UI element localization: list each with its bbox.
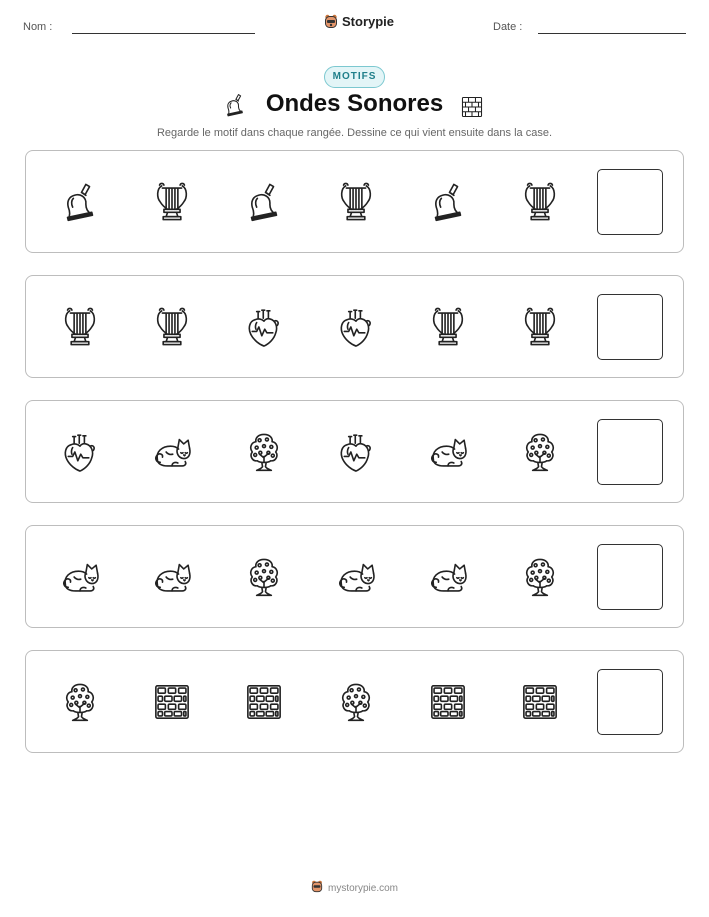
answer-box[interactable] <box>597 669 663 735</box>
date-label: Date : <box>493 21 523 33</box>
answer-box[interactable] <box>597 544 663 610</box>
storypie-logo-icon <box>324 14 338 29</box>
instructions: Regarde le motif dans chaque rangée. Dessine ce qui vient ensuite dans la case. <box>156 127 553 139</box>
anatomical-heart-icon <box>242 305 286 349</box>
bell-icon <box>58 180 102 224</box>
sleeping-cat-icon <box>150 555 194 599</box>
lyre-icon <box>58 305 102 349</box>
anatomical-heart-icon <box>58 430 102 474</box>
answer-box[interactable] <box>597 419 663 485</box>
footer <box>0 880 709 896</box>
pattern-row-2 <box>25 275 684 378</box>
pattern-row-5 <box>25 650 684 753</box>
brand-name: Storypie <box>342 14 395 29</box>
tree-icon <box>334 680 378 724</box>
lyre-icon <box>426 305 470 349</box>
footer-site: mystorypie.com <box>327 882 398 894</box>
sleeping-cat-icon <box>150 430 194 474</box>
brick-wall-icon <box>150 680 194 724</box>
answer-box[interactable] <box>597 169 663 235</box>
date-field-line[interactable] <box>538 33 686 34</box>
bell-icon <box>242 180 286 224</box>
lyre-icon <box>150 305 194 349</box>
tree-icon <box>58 680 102 724</box>
tree-icon <box>518 555 562 599</box>
brick-wall-icon <box>426 680 470 724</box>
brick-wall-icon <box>459 94 485 125</box>
tree-icon <box>242 430 286 474</box>
anatomical-heart-icon <box>334 430 378 474</box>
brick-wall-icon <box>242 680 286 724</box>
page-title: Ondes Sonores <box>265 90 444 117</box>
anatomical-heart-icon <box>334 305 378 349</box>
sleeping-cat-icon <box>426 430 470 474</box>
lyre-icon <box>518 305 562 349</box>
pattern-row-3 <box>25 400 684 503</box>
lyre-icon <box>334 180 378 224</box>
sleeping-cat-icon <box>58 555 102 599</box>
sleeping-cat-icon <box>426 555 470 599</box>
pattern-row-4 <box>25 525 684 628</box>
name-field-line[interactable] <box>72 33 255 34</box>
sleeping-cat-icon <box>334 555 378 599</box>
pattern-row-1 <box>25 150 684 253</box>
brand <box>324 14 394 29</box>
tree-icon <box>242 555 286 599</box>
tree-icon <box>518 430 562 474</box>
answer-box[interactable] <box>597 294 663 360</box>
brick-wall-icon <box>518 680 562 724</box>
storypie-logo-icon <box>311 880 323 896</box>
category-badge: MOTIFS <box>324 66 385 88</box>
name-label: Nom : <box>23 21 53 33</box>
bell-icon <box>426 180 470 224</box>
lyre-icon <box>150 180 194 224</box>
lyre-icon <box>518 180 562 224</box>
